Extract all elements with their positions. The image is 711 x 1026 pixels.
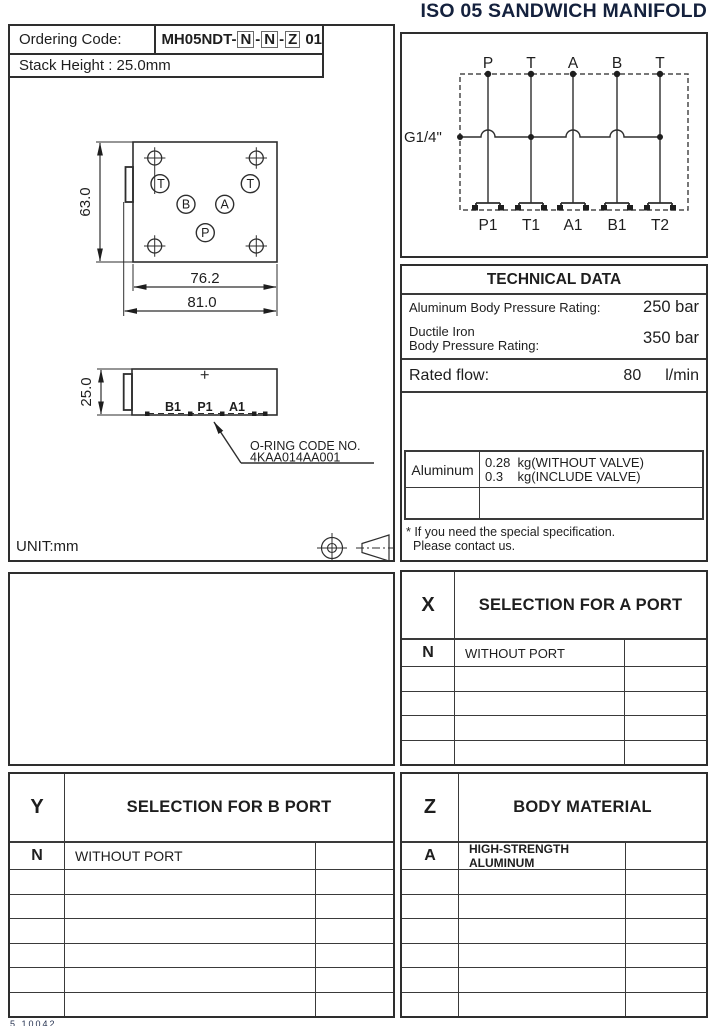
side-label-a1: A1 bbox=[229, 400, 245, 414]
aluminum-pressure-label: Aluminum Body Pressure Rating: bbox=[409, 299, 601, 315]
table-row bbox=[402, 667, 706, 692]
bottom-port-symbols bbox=[476, 203, 672, 208]
note-line-1: * If you need the special specification. bbox=[406, 525, 616, 539]
row-code: N bbox=[10, 843, 65, 869]
technical-data-title: TECHNICAL DATA bbox=[402, 266, 706, 295]
ordering-code-box bbox=[8, 24, 324, 55]
dim-25-lines bbox=[97, 369, 132, 415]
table-row bbox=[402, 968, 706, 993]
schematic-bottom-labels bbox=[479, 217, 670, 234]
dim-width-outer-label: 81.0 bbox=[187, 294, 217, 311]
pressure-rating-aluminum-row bbox=[402, 295, 706, 319]
table-row bbox=[10, 968, 393, 993]
dim-thickness-label: 25.0 bbox=[78, 377, 95, 407]
body-material-table bbox=[400, 772, 708, 1018]
table-title-a-port: SELECTION FOR A PORT bbox=[478, 595, 683, 614]
bottom-label-t2: T2 bbox=[650, 217, 670, 234]
bottom-label-t1: T1 bbox=[521, 217, 541, 234]
note-line-2: Please contact us. bbox=[413, 539, 516, 553]
table-row bbox=[10, 944, 393, 969]
weight-empty-cell-1 bbox=[406, 488, 480, 518]
dim-height-label: 63.0 bbox=[77, 187, 94, 217]
table-header-row bbox=[402, 572, 706, 640]
table-title-b-port: SELECTION FOR B PORT bbox=[126, 798, 332, 816]
table-row bbox=[10, 993, 393, 1017]
target-projection-icon bbox=[317, 533, 347, 560]
thread-size-label: G1/4" bbox=[404, 129, 442, 146]
table-row bbox=[402, 870, 706, 895]
row-code: A bbox=[402, 843, 459, 869]
column-code-z: Z bbox=[402, 774, 459, 841]
bolt-holes bbox=[144, 147, 267, 256]
table-row bbox=[10, 895, 393, 920]
table-row bbox=[10, 870, 393, 895]
top-label-t2: T bbox=[655, 55, 665, 72]
unit-label: UNIT:mm bbox=[16, 538, 79, 555]
column-code-y: Y bbox=[10, 774, 65, 841]
side-port-labels bbox=[165, 400, 245, 414]
row-description: HIGH-STRENGTH ALUMINUM bbox=[469, 842, 569, 870]
port-label-t-left: T bbox=[157, 177, 165, 191]
table-row bbox=[402, 944, 706, 969]
oring-code-title: O-RING CODE NO. bbox=[250, 439, 361, 453]
iron-label-line2: Body Pressure Rating: bbox=[409, 337, 540, 353]
table-row bbox=[402, 895, 706, 920]
side-label-b1: B1 bbox=[165, 400, 181, 414]
row-extra-cell bbox=[625, 843, 706, 869]
weight-without-valve: 0.28 kg(WITHOUT VALVE) bbox=[485, 454, 644, 470]
row-extra-cell bbox=[624, 640, 706, 666]
bottom-label-a1: A1 bbox=[563, 217, 583, 234]
code-box-x: N bbox=[237, 31, 254, 48]
table-row bbox=[402, 716, 706, 741]
rated-flow-value: 80 bbox=[623, 366, 642, 384]
gauge-line bbox=[460, 130, 660, 137]
weight-material-cell: Aluminum bbox=[406, 452, 480, 488]
footer-fragment: 5 10042 bbox=[10, 1019, 57, 1026]
drawing-panel bbox=[8, 24, 395, 562]
row-description: WITHOUT PORT bbox=[465, 645, 565, 661]
column-code-x: X bbox=[402, 572, 455, 638]
technical-data-panel bbox=[400, 264, 708, 562]
weight-values-cell bbox=[480, 452, 702, 488]
ordering-code-value: MH05NDT- N - N - Z 01 bbox=[161, 31, 322, 48]
schematic-top-labels bbox=[483, 55, 665, 72]
row-description: WITHOUT PORT bbox=[75, 848, 183, 864]
table-row bbox=[10, 843, 393, 870]
code-suffix: 01 bbox=[305, 31, 322, 48]
pressure-rating-iron-row bbox=[402, 319, 706, 360]
dim-width-inner-label: 76.2 bbox=[190, 270, 220, 287]
side-label-p1: P1 bbox=[197, 400, 213, 414]
table-row bbox=[10, 919, 393, 944]
port-label-b: B bbox=[181, 197, 191, 212]
plus-mark bbox=[201, 371, 209, 379]
flow-lines bbox=[488, 74, 660, 203]
table-row bbox=[402, 993, 706, 1017]
weight-include-valve: 0.3 kg(INCLUDE VALVE) bbox=[485, 468, 641, 484]
bottom-port-dots bbox=[472, 205, 676, 211]
port-label-t-right: T bbox=[246, 177, 255, 191]
hydraulic-schematic-panel bbox=[400, 32, 708, 258]
selection-b-port-table bbox=[8, 772, 395, 1018]
table-header-row bbox=[402, 774, 706, 843]
row-extra-cell bbox=[315, 843, 393, 869]
oring-callout bbox=[214, 422, 374, 465]
table-header-row bbox=[10, 774, 393, 843]
iron-pressure-label bbox=[409, 325, 539, 352]
top-label-b: B bbox=[611, 55, 623, 72]
rated-flow-label: Rated flow: bbox=[409, 366, 490, 384]
row-code: N bbox=[402, 640, 455, 666]
hydraulic-schematic bbox=[402, 34, 706, 256]
port-label-p: P bbox=[201, 226, 210, 241]
table-row bbox=[402, 741, 706, 765]
selection-a-port-table bbox=[400, 570, 708, 766]
table-title-body-material: BODY MATERIAL bbox=[513, 798, 652, 816]
weight-table bbox=[404, 450, 704, 520]
manifold-boundary bbox=[460, 74, 688, 210]
top-label-p: P bbox=[482, 55, 494, 72]
empty-panel bbox=[8, 572, 395, 766]
oring-code-number: 4KAA014AA001 bbox=[250, 450, 341, 465]
table-row bbox=[402, 692, 706, 717]
rated-flow-unit: l/min bbox=[665, 366, 699, 384]
code-box-z: Z bbox=[285, 31, 300, 48]
engineering-drawing bbox=[10, 26, 393, 560]
stack-height-label: Stack Height : 25.0mm bbox=[19, 57, 171, 74]
iron-label-line1: Ductile Iron bbox=[409, 324, 475, 339]
table-row bbox=[402, 919, 706, 944]
top-label-a: A bbox=[567, 55, 579, 72]
table-row bbox=[402, 640, 706, 667]
code-prefix: MH05NDT- bbox=[161, 31, 237, 48]
port-circle-labels bbox=[157, 177, 254, 240]
table-row bbox=[402, 843, 706, 870]
weight-empty-cell-2 bbox=[480, 488, 702, 518]
special-spec-note bbox=[406, 525, 615, 553]
rated-flow-row bbox=[402, 360, 706, 393]
code-box-y: N bbox=[261, 31, 278, 48]
iron-pressure-value: 350 bar bbox=[643, 329, 699, 347]
page-title: ISO 05 SANDWICH MANIFOLD bbox=[420, 0, 707, 22]
bottom-label-p1: P1 bbox=[478, 217, 498, 234]
port-label-a: A bbox=[220, 197, 229, 212]
cone-projection-icon bbox=[356, 535, 393, 560]
stack-height-box bbox=[8, 53, 324, 78]
ordering-code-label: Ordering Code: bbox=[10, 26, 156, 53]
top-label-t: T bbox=[526, 55, 536, 72]
aluminum-pressure-value: 250 bar bbox=[643, 297, 699, 316]
bottom-label-b1: B1 bbox=[607, 217, 627, 234]
